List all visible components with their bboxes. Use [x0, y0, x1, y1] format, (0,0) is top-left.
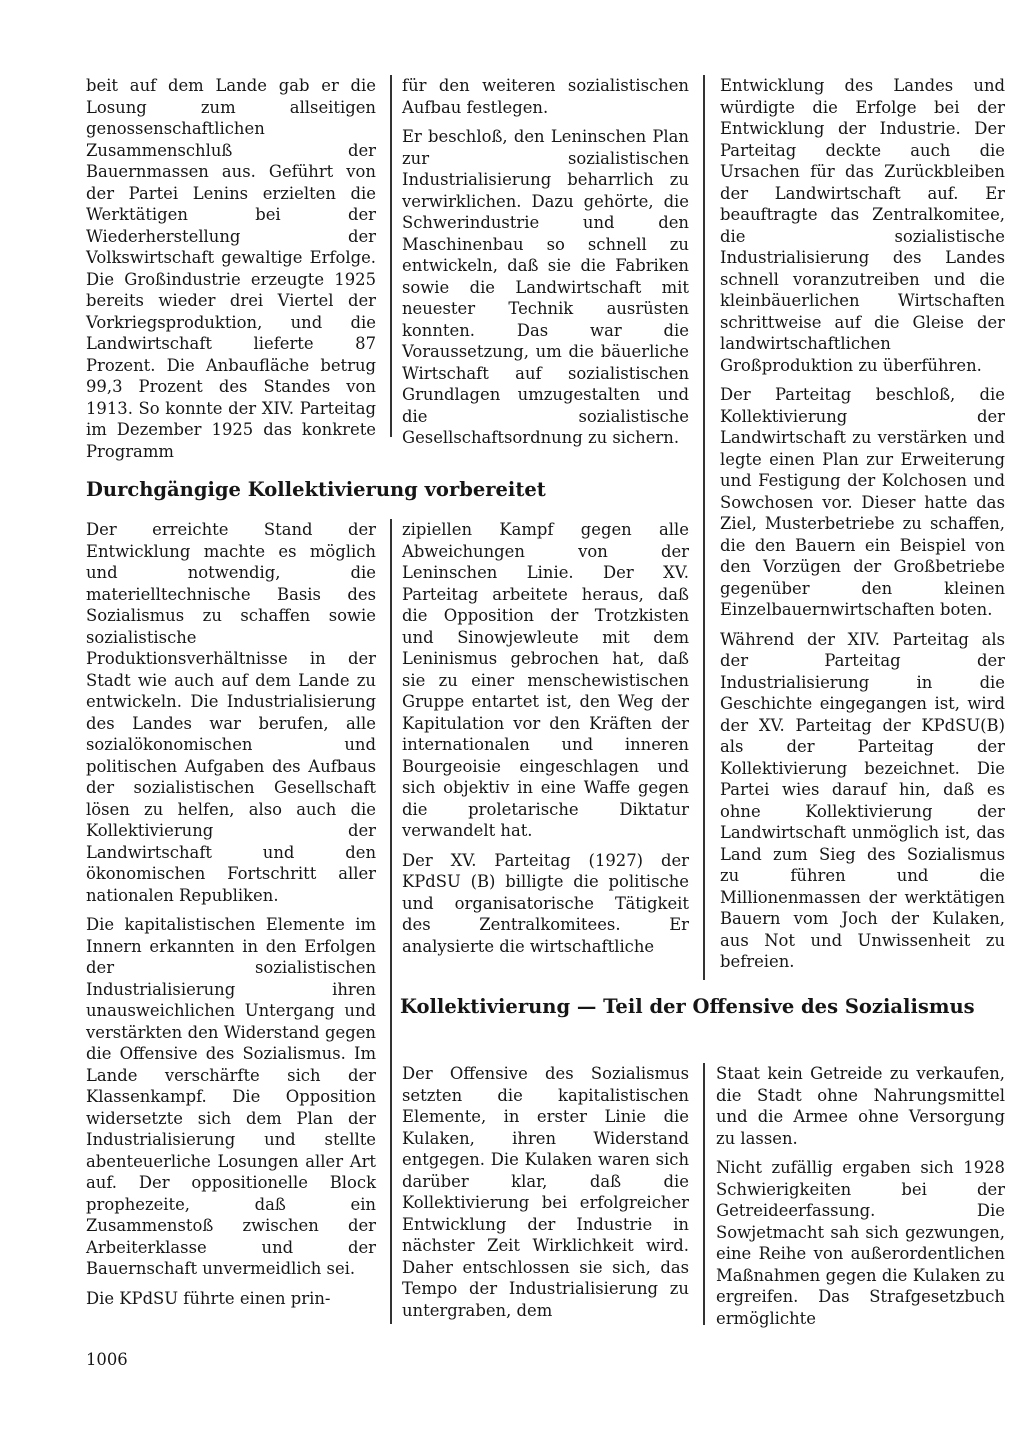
- section-heading: Durchgängige Kollektivierung vorbereitet: [86, 478, 546, 501]
- section-heading: Kollektivierung — Teil der Offensive des Sozialismus: [400, 995, 975, 1018]
- top-column-2: [402, 75, 689, 449]
- paragraph: Er beschloß, den Leninschen Plan zur sozialistischen Industrialisierung beharrlich zu verwirklichen. Dazu gehörte, die Schwerindustrie und den Maschinenbau so schnell zu entwickeln, daß sie die Fabriken sowie die Landwirtschaft mit neuester Technik ausrüsten konnten. Das war die Voraussetzung, um die bäuerliche Wirtschaft auf sozialistischen Grundlagen umzugestalten und die sozialistische Gesellschaftsordnung zu sichern.: [402, 127, 689, 447]
- paragraph: Der erreichte Stand der Entwicklung machte es möglich und notwendig, die materielltechnische Basis des Sozialismus zu schaffen sowie sozialistische Produktionsverhältnisse in der Stadt wie auch auf dem Lande zu entwickeln. Die Industrialisierung des Landes war berufen, alle sozialökonomischen und politischen Aufgaben des Aufbaus der sozialistischen Gesellschaft lösen zu helfen, also auch die Kollektivierung der Landwirtschaft und den ökonomischen Fortschritt aller nationalen Republiken.: [86, 520, 376, 905]
- section2-column-2: [402, 1063, 689, 1321]
- top-column-1: [86, 75, 376, 462]
- section2-column-3: [716, 1063, 1005, 1329]
- paragraph: Die kapitalistischen Elemente im Innern erkannten in den Erfolgen der sozialistischen Industrialisierung ihren unausweichlichen Untergang und verstärkten den Widerstand gegen die Offensive des Sozialismus. Im Lande verschärfte sich der Klassenkampf. Die Opposition widersetzte sich dem Plan der Industrialisierung und stellte abenteuerliche Losungen aller Art auf. Der oppositionelle Block prophezeite, daß ein Zusammenstoß zwischen der Arbeiterklasse und der Bauernschaft unvermeidlich sei.: [86, 915, 376, 1278]
- paragraph: für den weiteren sozialistischen Aufbau festlegen.: [402, 76, 689, 117]
- column-divider: [703, 75, 705, 980]
- paragraph: Die KPdSU führte einen prin-: [86, 1288, 331, 1308]
- paragraph: Staat kein Getreide zu verkaufen, die Stadt ohne Nahrungsmittel und die Armee ohne Versorgung zu lassen.: [716, 1064, 1005, 1148]
- column-divider: [390, 519, 392, 1324]
- paragraph: zipiellen Kampf gegen alle Abweichungen von der Leninschen Linie. Der XV. Parteitag arbeitete heraus, daß die Opposition der Trotzkisten und Sinowjewleute mit dem Leninismus gebrochen hat, daß sie zu einer menschewistischen Gruppe entartet ist, den Weg der Kapitulation vor den Kräften der internationalen und inneren Bourgeoisie eingeschlagen und sich objektiv in eine Waffe gegen die proletarische Diktatur verwandelt hat.: [402, 520, 689, 840]
- section1-column-2: [402, 519, 689, 957]
- column-divider: [390, 75, 392, 437]
- paragraph: Während der XIV. Parteitag als der Parteitag der Industrialisierung in die Geschichte eingegangen ist, wird der XV. Parteitag der KPdSU(B) als der Parteitag der Kollektivierung bezeichnet. Die Partei wies darauf hin, daß es ohne Kollektivierung der Landwirtschaft unmöglich ist, das Land zum Sieg des Sozialismus zu führen und die Millionenmassen der werktätigen Bauern vom Joch der Kulaken, aus Not und Unwissenheit zu befreien.: [720, 629, 1005, 971]
- section1-column-1: [86, 519, 376, 1309]
- paragraph: Entwicklung des Landes und würdigte die Erfolge bei der Entwicklung der Industrie. Der Parteitag deckte auch die Ursachen für das Zurückbleiben der Landwirtschaft auf. Er beauftragte das Zentralkomitee, die sozialistische Industrialisierung des Landes schnell voranzutreiben und die kleinbäuerlichen Wirtschaften schrittweise auf die Gleise der landwirtschaftlichen Großproduktion zu überführen.: [720, 76, 1005, 375]
- paragraph: Nicht zufällig ergaben sich 1928 Schwierigkeiten bei der Getreideerfassung. Die Sowjetmacht sah sich gezwungen, eine Reihe von außerordentlichen Maßnahmen gegen die Kulaken zu ergreifen. Das Strafgesetzbuch ermöglichte: [716, 1158, 1005, 1328]
- page-number: 1006: [86, 1350, 128, 1369]
- paragraph: Der Offensive des Sozialismus setzten die kapitalistischen Elemente, in erster Linie die Kulaken, ihren Widerstand entgegen. Die Kulaken waren sich darüber klar, daß die Kollektivierung bei erfolgreicher Entwicklung der Industrie in nächster Zeit Wirklichkeit wird. Daher entschlossen sie sich, das Tempo der Industrialisierung zu untergraben, dem: [402, 1064, 689, 1320]
- column-3: [720, 75, 1005, 973]
- paragraph: Der XV. Parteitag (1927) der KPdSU (B) billigte die politische und organisatorische Tätigkeit des Zentralkomitees. Er analysierte die wirtschaftliche: [402, 850, 689, 956]
- paragraph: beit auf dem Lande gab er die Losung zum allseitigen genossenschaftlichen Zusammenschluß der Bauernmassen aus. Geführt von der Partei Lenins erzielten die Werktätigen bei der Wiederherstellung der Volkswirtschaft gewaltige Erfolge. Die Großindustrie erzeugte 1925 bereits wieder drei Viertel der Vorkriegsproduktion, und die Landwirtschaft lieferte 87 Prozent. Die Anbaufläche betrug 99,3 Prozent des Standes von 1913. So konnte der XIV. Parteitag im Dezember 1925 das konkrete Programm: [86, 76, 376, 461]
- paragraph: Der Parteitag beschloß, die Kollektivierung der Landwirtschaft zu verstärken und legte einen Plan zur Erweiterung und Festigung der Kolchosen und Sowchosen vor. Dieser hatte das Ziel, Musterbetriebe zu schaffen, die den Bauern ein Beispiel von den Vorzügen der Großbetriebe gegenüber den kleinen Einzelbauernwirtschaften boten.: [720, 385, 1005, 619]
- column-divider: [703, 1063, 705, 1325]
